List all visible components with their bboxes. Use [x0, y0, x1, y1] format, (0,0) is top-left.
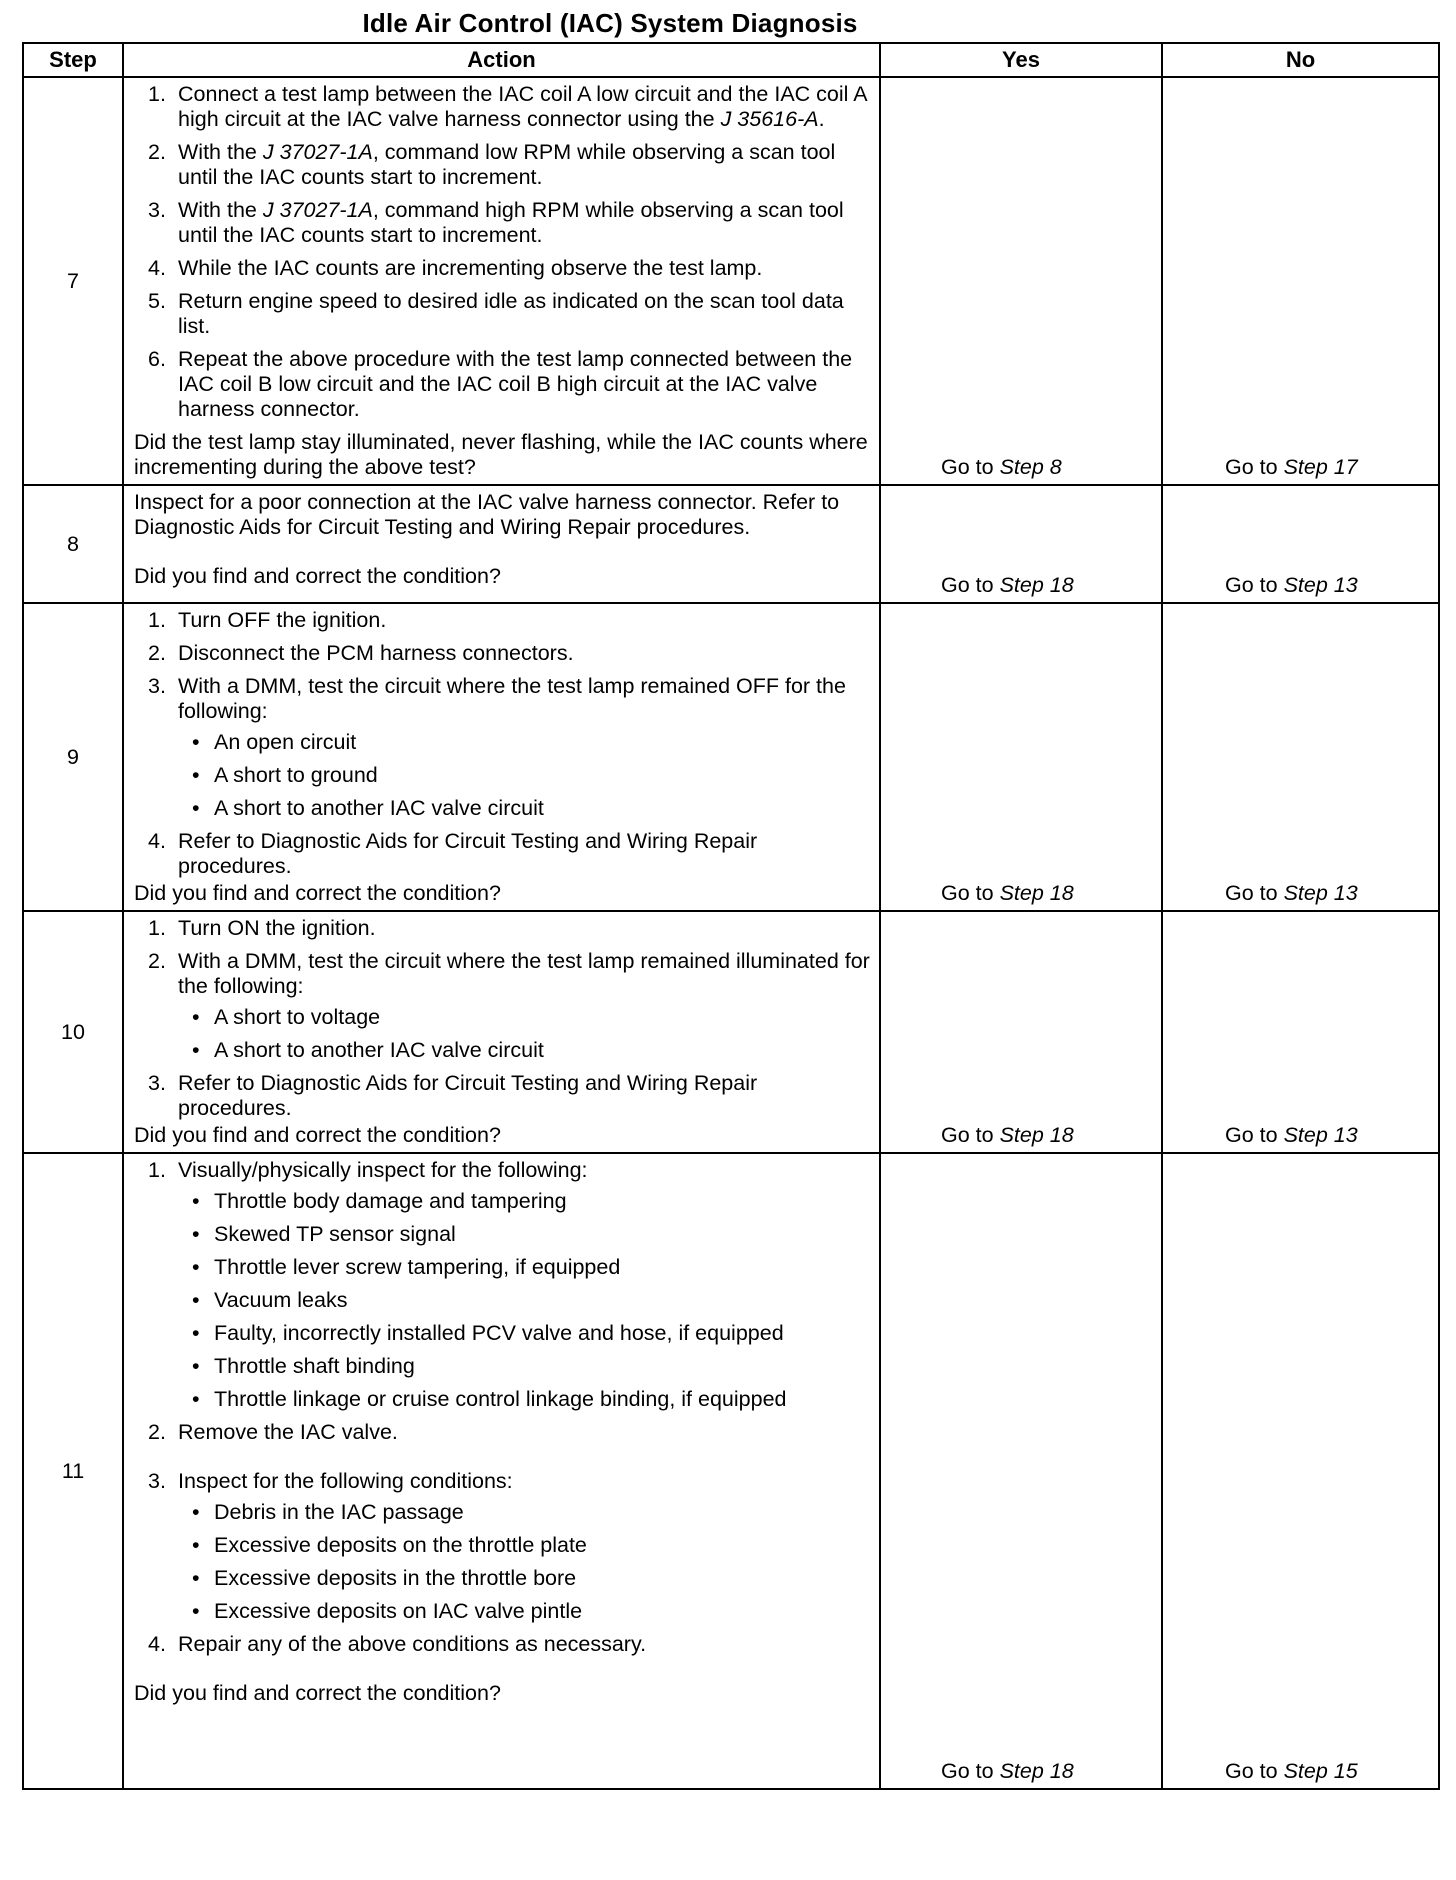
procedure-item: 1. Connect a test lamp between the IAC coil A low circuit and the IAC coil A high circuit at the IAC valve harness connector using the J 35616-A.	[148, 82, 867, 131]
question-text: Did you find and correct the condition?	[134, 1123, 501, 1147]
bullet-item: • An open circuit	[178, 730, 873, 755]
step-number: 9	[23, 603, 123, 911]
step-number: 11	[23, 1153, 123, 1789]
no-result: Go to Step 13	[1162, 603, 1439, 911]
no-result: Go to Step 15	[1162, 1153, 1439, 1789]
page-title: Idle Air Control (IAC) System Diagnosis	[362, 8, 858, 38]
bullet-item: • Excessive deposits in the throttle bore	[178, 1566, 873, 1591]
procedure-item: 1. Turn OFF the ignition.	[148, 608, 387, 632]
yes-result: Go to Step 18	[880, 1153, 1162, 1789]
procedure-item: 2. Remove the IAC valve.	[148, 1420, 398, 1444]
procedure-item: 3. Refer to Diagnostic Aids for Circuit Testing and Wiring Repair procedures.	[148, 1071, 758, 1120]
header-no: No	[1162, 43, 1439, 77]
procedure-item: 4. While the IAC counts are incrementing observe the test lamp.	[148, 256, 763, 280]
bullet-item: • Throttle lever screw tampering, if equipped	[178, 1255, 873, 1280]
bullet-item: • Debris in the IAC passage	[178, 1500, 873, 1525]
bullet-item: • Skewed TP sensor signal	[178, 1222, 873, 1247]
yes-result: Go to Step 18	[880, 603, 1162, 911]
yes-result: Go to Step 18	[880, 485, 1162, 603]
bullet-item: • A short to another IAC valve circuit	[178, 796, 873, 821]
bullet-item: • Throttle linkage or cruise control linkage binding, if equipped	[178, 1387, 873, 1412]
step-link[interactable]: Step 18	[999, 1123, 1074, 1147]
procedure-item: 5. Return engine speed to desired idle as indicated on the scan tool data list.	[148, 289, 844, 338]
action-text: Inspect for a poor connection at the IAC valve harness connector. Refer to Diagnostic Aids for Circuit Testing and Wiring Repair procedures.	[134, 490, 840, 539]
question-text: Did you find and correct the condition?	[134, 1681, 501, 1705]
step-link[interactable]: Step 13	[1283, 881, 1358, 905]
header-step: Step	[23, 43, 123, 77]
question-text: Did you find and correct the condition?	[134, 564, 501, 588]
procedure-item: 2. Disconnect the PCM harness connectors.	[148, 641, 574, 665]
step-link[interactable]: Step 13	[1283, 573, 1358, 597]
procedure-item: 2. With the J 37027-1A, command low RPM while observing a scan tool until the IAC counts start to increment.	[148, 140, 836, 189]
procedure-item: 1. Turn ON the ignition.	[148, 916, 376, 940]
header-action: Action	[123, 43, 880, 77]
bullet-item: • Vacuum leaks	[178, 1288, 873, 1313]
table-row-step-11	[23, 1153, 1439, 1789]
diagnosis-table	[22, 42, 1440, 1790]
procedure-item: 4. Refer to Diagnostic Aids for Circuit Testing and Wiring Repair procedures.	[148, 829, 758, 878]
action-cell	[123, 77, 880, 485]
procedure-item: 4. Repair any of the above conditions as necessary.	[148, 1632, 647, 1656]
procedure-item: 3. With a DMM, test the circuit where the test lamp remained OFF for the following: • An open circuit • A short to ground • A short to another IAC valve circuit	[134, 674, 873, 821]
bullet-item: • Throttle body damage and tampering	[178, 1189, 873, 1214]
step-link[interactable]: Step 18	[999, 1759, 1074, 1783]
table-row-step-9	[23, 603, 1439, 911]
action-cell	[123, 1153, 880, 1789]
action-cell	[123, 603, 880, 911]
yes-result: Go to Step 18	[880, 911, 1162, 1153]
no-result: Go to Step 17	[1162, 77, 1439, 485]
header-row	[23, 43, 1439, 77]
bullet-item: • Throttle shaft binding	[178, 1354, 873, 1379]
action-cell	[123, 485, 880, 603]
step-link[interactable]: Step 8	[999, 455, 1062, 479]
bullet-item: • Excessive deposits on IAC valve pintle	[178, 1599, 873, 1624]
procedure-item: 3. Inspect for the following conditions: • Debris in the IAC passage • Excessive deposits on the throttle plate • Excessive deposits in the throttle bore • Excessive deposits on IAC valve pintle	[134, 1469, 873, 1624]
procedure-item: 2. With a DMM, test the circuit where the test lamp remained illuminated for the following: • A short to voltage • A short to another IAC valve circuit	[134, 949, 873, 1063]
bullet-item: • Excessive deposits on the throttle plate	[178, 1533, 873, 1558]
question-text: Did the test lamp stay illuminated, never flashing, while the IAC counts where incrementing during the above test?	[134, 430, 868, 479]
question-text: Did you find and correct the condition?	[134, 881, 501, 905]
procedure-item: 6. Repeat the above procedure with the test lamp connected between the IAC coil B low circuit and the IAC coil B high circuit at the IAC valve harness connector.	[148, 347, 853, 421]
step-number: 8	[23, 485, 123, 603]
step-link[interactable]: Step 13	[1283, 1123, 1358, 1147]
table-row-step-8	[23, 485, 1439, 603]
step-link[interactable]: Step 18	[999, 881, 1074, 905]
yes-result: Go to Step 8	[880, 77, 1162, 485]
bullet-item: • Faulty, incorrectly installed PCV valve and hose, if equipped	[178, 1321, 873, 1346]
procedure-item: 3. With the J 37027-1A, command high RPM while observing a scan tool until the IAC counts start to increment.	[148, 198, 844, 247]
table-row-step-7	[23, 77, 1439, 485]
step-link[interactable]: Step 17	[1283, 455, 1358, 479]
action-cell	[123, 911, 880, 1153]
step-link[interactable]: Step 18	[999, 573, 1074, 597]
procedure-item: 1. Visually/physically inspect for the following: • Throttle body damage and tampering • Skewed TP sensor signal • Throttle lever screw tampering, if equipped • Vacuum leaks • Faulty, incorrectly installed PCV valve and hose, if equipped • Throttle shaft binding • Throttle linkage or cruise control linkage binding, if equipped	[134, 1158, 873, 1412]
bullet-item: • A short to another IAC valve circuit	[178, 1038, 873, 1063]
no-result: Go to Step 13	[1162, 911, 1439, 1153]
step-number: 10	[23, 911, 123, 1153]
no-result: Go to Step 13	[1162, 485, 1439, 603]
step-number: 7	[23, 77, 123, 485]
bullet-item: • A short to voltage	[178, 1005, 873, 1030]
table-row-step-10	[23, 911, 1439, 1153]
bullet-item: • A short to ground	[178, 763, 873, 788]
header-yes: Yes	[880, 43, 1162, 77]
step-link[interactable]: Step 15	[1283, 1759, 1358, 1783]
